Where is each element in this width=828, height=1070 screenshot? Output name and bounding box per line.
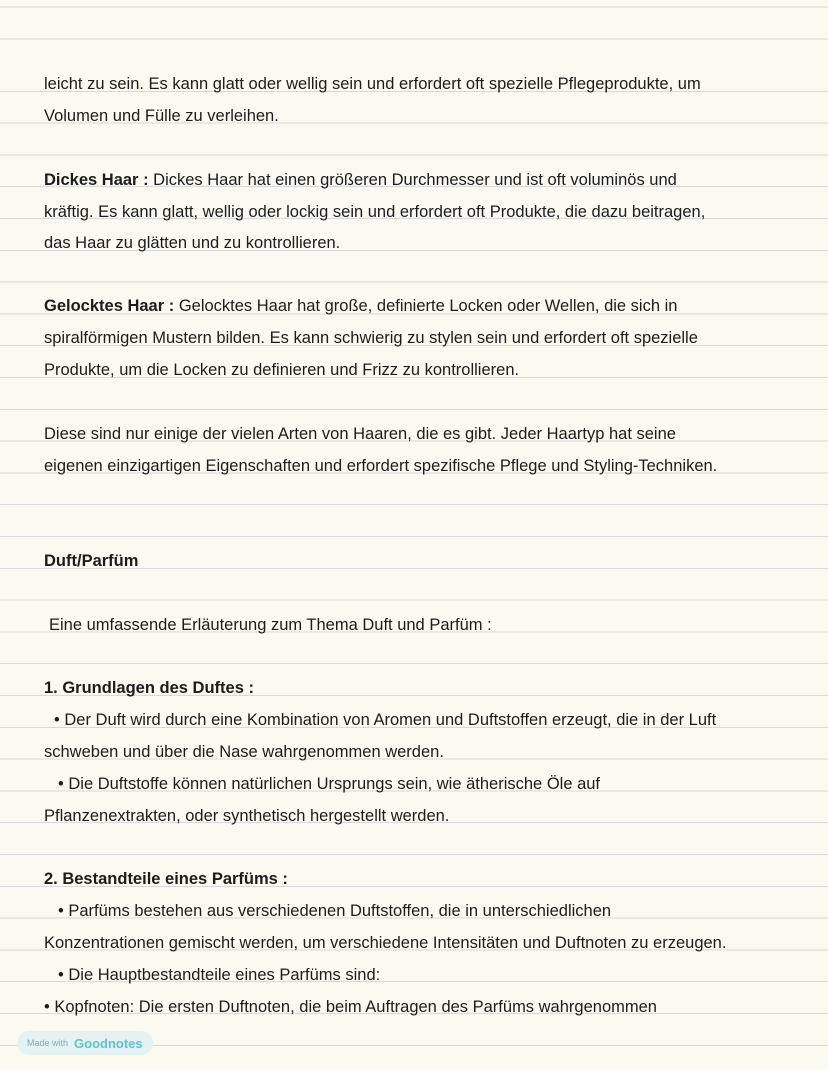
dickes-haar-line-3: das Haar zu glätten und zu kontrollieren. — [44, 234, 341, 252]
gelocktes-haar-paragraph-line-1 — [44, 296, 804, 316]
goodnotes-watermark — [17, 1031, 153, 1055]
part2-bullet1-line-2: Konzentrationen gemischt werden, um verschiedene Intensitäten und Duftnoten zu erzeugen. — [44, 934, 727, 952]
hair-intro-line-1: leicht zu sein. Es kann glatt oder wellig sein und erfordert oft spezielle Pflegeprodukte, um — [44, 75, 701, 93]
part1-bullet2-line-2: Pflanzenextrakten, oder synthetisch hergestellt werden. — [44, 807, 450, 825]
hair-summary-line-2: eigenen einzigartigen Eigenschaften und erfordert spezifische Pflege und Styling-Techniken. — [44, 457, 718, 475]
part2-bullet3: • Kopfnoten: Die ersten Duftnoten, die beim Auftragen des Parfüms wahrgenommen — [44, 998, 657, 1016]
dickes-haar-line-2: kräftig. Es kann glatt, wellig oder lockig sein und erfordert oft Produkte, die dazu beitragen, — [44, 203, 706, 221]
part1-heading: 1. Grundlagen des Duftes : — [44, 679, 254, 697]
hair-summary-line-1: Diese sind nur einige der vielen Arten von Haaren, die es gibt. Jeder Haartyp hat seine — [44, 425, 676, 443]
part1-bullet1-line-1: • Der Duft wird durch eine Kombination von Aromen und Duftstoffen erzeugt, die in der Luft — [54, 711, 717, 729]
part2-bullet1-line-1: • Parfüms bestehen aus verschiedenen Duftstoffen, die in unterschiedlichen — [58, 902, 612, 920]
gelocktes-haar-term: Gelocktes Haar : — [44, 297, 175, 315]
dickes-haar-paragraph-line-1 — [44, 170, 804, 190]
dickes-haar-term: Dickes Haar : — [44, 171, 149, 189]
gelocktes-haar-line-3: Produkte, um die Locken zu definieren und Frizz zu kontrollieren. — [44, 361, 520, 379]
part2-bullet2: • Die Hauptbestandteile eines Parfüms sind: — [58, 966, 381, 984]
gelocktes-haar-line-2: spiralförmigen Mustern bilden. Es kann schwierig zu stylen sein und erfordert oft spezielle — [44, 329, 698, 347]
made-with-label: Made with — [27, 1038, 69, 1048]
hair-intro-line-2: Volumen und Fülle zu verleihen. — [44, 107, 279, 125]
part1-bullet1-line-2: schweben und über die Nase wahrgenommen werden. — [44, 743, 444, 761]
part1-bullet2-line-1: • Die Duftstoffe können natürlichen Ursprungs sein, wie ätherische Öle auf — [58, 775, 601, 793]
dickes-haar-text: Dickes Haar hat einen größeren Durchmesser und ist oft voluminös und — [148, 171, 677, 189]
duft-intro: Eine umfassende Erläuterung zum Thema Duft und Parfüm : — [49, 616, 492, 634]
gelocktes-haar-text: Gelocktes Haar hat große, definierte Locken oder Wellen, die sich in — [174, 297, 678, 315]
goodnotes-logo: Goodnotes — [74, 1035, 143, 1051]
section-title-duft: Duft/Parfüm — [44, 552, 139, 570]
part2-heading: 2. Bestandteile eines Parfüms : — [44, 870, 288, 888]
